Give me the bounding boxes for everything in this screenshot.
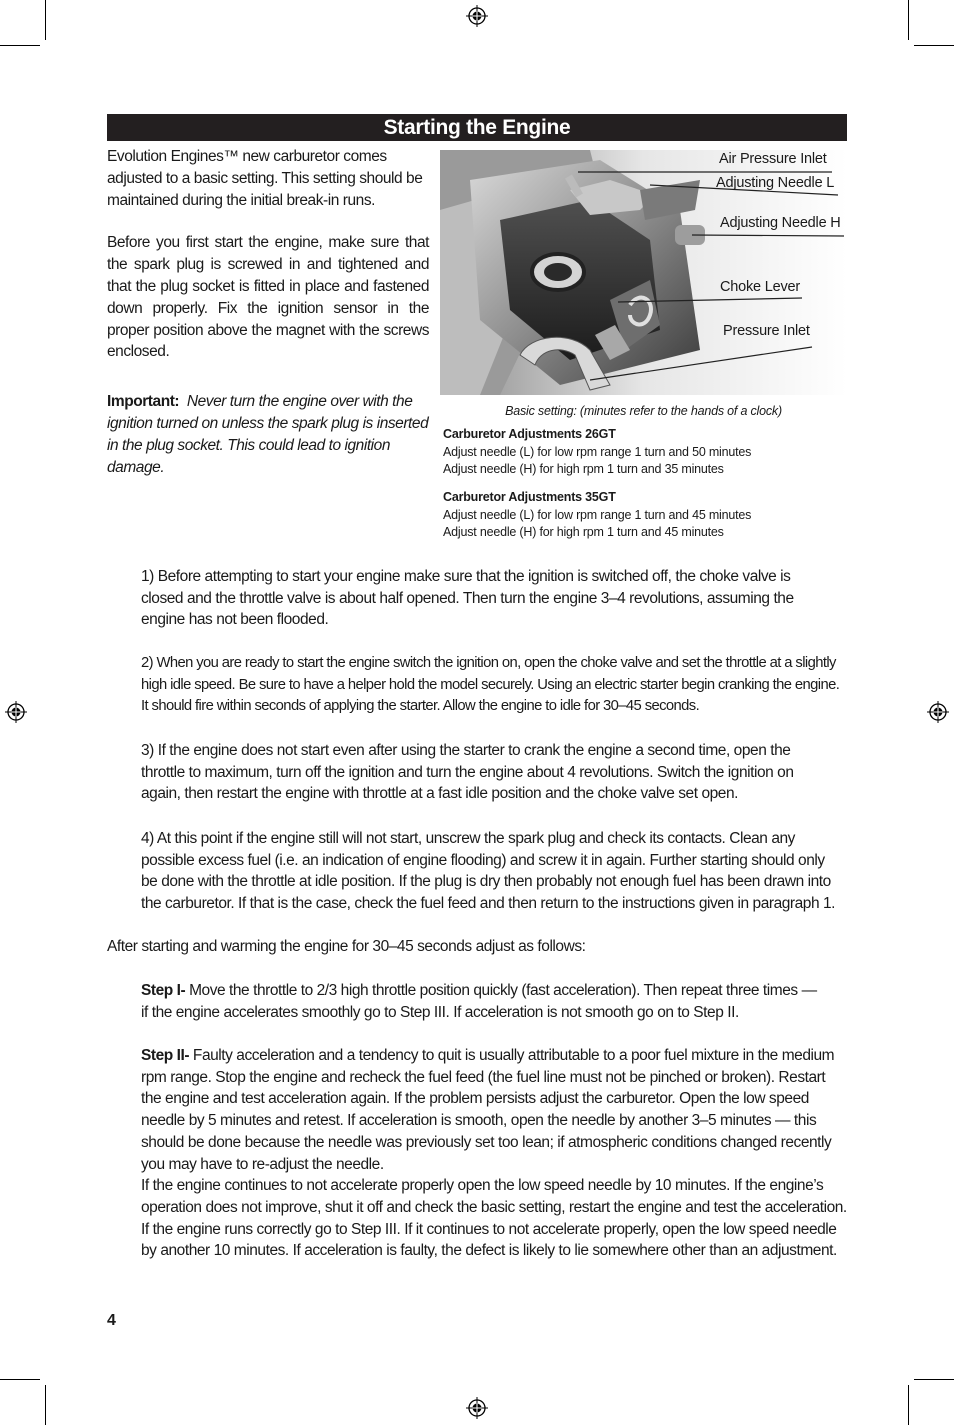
intro-paragraph: Evolution Engines™ new carburetor comes adjusted to a basic setting. This setting should be maintained during the initial break-in runs. (107, 148, 423, 209)
label-pressure-inlet: Pressure Inlet (723, 323, 810, 339)
step-1: 1) Before attempting to start your engine make sure that the ignition is switched off, the choke valve is closed and the throttle valve is about half opened. Then turn the engine 3–4 revolutions, assuming the engine has not been flooded. (141, 568, 794, 629)
crop-mark (914, 1379, 954, 1380)
crop-mark (45, 1385, 46, 1425)
crop-mark (0, 45, 40, 46)
after-warmup-text: After starting and warming the engine for 30–45 seconds adjust as follows: (107, 938, 586, 955)
important-note (107, 391, 429, 478)
step-i-label: Step I- (141, 982, 186, 999)
label-air-pressure-inlet: Air Pressure Inlet (719, 151, 827, 167)
page-title: Starting the Engine (107, 114, 847, 141)
step-ii-text-continued: If the engine continues to not accelerate properly open the low speed needle by 10 minutes. If the engine’s operation does not improve, shut it off and check the basic setting, restart the engine and test the acceleration. If the engine runs correctly go to Step III. If it continues to not accelerate properly, open the low speed needle by another 10 minutes. If acceleration is faulty, the defect is likely to lie somewhere other than an adjustment. (141, 1177, 847, 1260)
crop-mark (45, 0, 46, 40)
adjustment-low: Adjust needle (L) for low rpm range 1 turn and 50 minutes (443, 444, 752, 459)
step-3: 3) If the engine does not start even after using the starter to crank the engine a second time, open the throttle to maximum, turn off the ignition and turn the engine about 4 revolutions. Switch the ignition on again, then restart the engine with throttle at a fast idle position and the choke valve set open. (141, 742, 794, 803)
step-ii-text: Faulty acceleration and a tendency to quit is usually attributable to a poor fuel mixture in the medium rpm range. Stop the engine and recheck the fuel feed (the fuel line must not be pinched or broken). Restart the engine and test acceleration again. If the problem persists adjust the carburetor. Open the low speed needle by 5 minutes and retest. If acceleration is smooth, open the needle by another 3–5 minutes — this should be done because the needle was previously set too lean; if atmospheric conditions changed recently you may have to re-adjust the needle. (141, 1047, 835, 1173)
registration-mark-icon (927, 701, 949, 723)
intro-paragraph: Before you first start the engine, make sure that the spark plug is screwed in and tightened and that the plug socket is fitted in place and fastened down properly. Fix the ignition sensor in the proper position above the magnet with the screws enclosed. (107, 234, 429, 361)
adjustment-high: Adjust needle (H) for high rpm 1 turn and 35 minutes (443, 462, 724, 476)
registration-mark-icon (5, 701, 27, 723)
step-ii-label: Step II- (141, 1047, 190, 1064)
registration-mark-icon (466, 1397, 488, 1419)
adjustment-heading: Carburetor Adjustments 35GT (443, 490, 616, 504)
step-4: 4) At this point if the engine still will not start, unscrew the spark plug and check its contacts. Clean any possible excess fuel (i.e. an indication of engine flooding) and screw it in again. Further starting should only be done with the throttle at idle position. If the plug is dry then probably not enough fuel has been drawn into the carburetor. If that is the case, check the fuel feed and then return to the instructions given in paragraph 1. (141, 830, 836, 913)
label-choke-lever: Choke Lever (720, 279, 801, 295)
important-label: Important: (107, 393, 180, 411)
step-2: 2) When you are ready to start the engine switch the ignition on, open the choke valve and set the throttle at a slightly high idle speed. Be sure to have a helper hold the model securely. Using an electric starter begin cranking the engine. It should fire within seconds of applying the starter. Allow the engine to idle for 30–45 seconds. (141, 655, 840, 715)
adjustment-block-26gt (443, 426, 843, 479)
crop-mark (0, 1379, 40, 1380)
intro-column (107, 146, 429, 499)
crop-mark (914, 45, 954, 46)
figure-caption: Basic setting: (minutes refer to the hands of a clock) (505, 404, 782, 418)
adjustment-low: Adjust needle (L) for low rpm range 1 turn and 45 minutes (443, 507, 752, 522)
crop-mark (908, 0, 909, 40)
step-i-text: Move the throttle to 2/3 high throttle position quickly (fast acceleration). Then repeat three times — if the engine accelerates smoothly go to Step III. If acceleration is not smooth go on to Step II. (141, 982, 817, 1021)
crop-mark (908, 1385, 909, 1425)
label-adjusting-needle-l: Adjusting Needle L (716, 175, 835, 191)
registration-mark-icon (466, 5, 488, 27)
step-i (141, 980, 821, 1023)
page-number: 4 (107, 1312, 116, 1329)
important-text: Never turn the engine over with the ignition turned on unless the spark plug is inserted in the plug socket. This could lead to ignition damage. (107, 393, 429, 476)
adjustment-high: Adjust needle (H) for high rpm 1 turn and 45 minutes (443, 525, 724, 539)
step-ii (141, 1045, 849, 1262)
adjustment-block-35gt (443, 489, 843, 542)
adjustment-heading: Carburetor Adjustments 26GT (443, 427, 616, 441)
label-adjusting-needle-h: Adjusting Needle H (720, 215, 841, 231)
